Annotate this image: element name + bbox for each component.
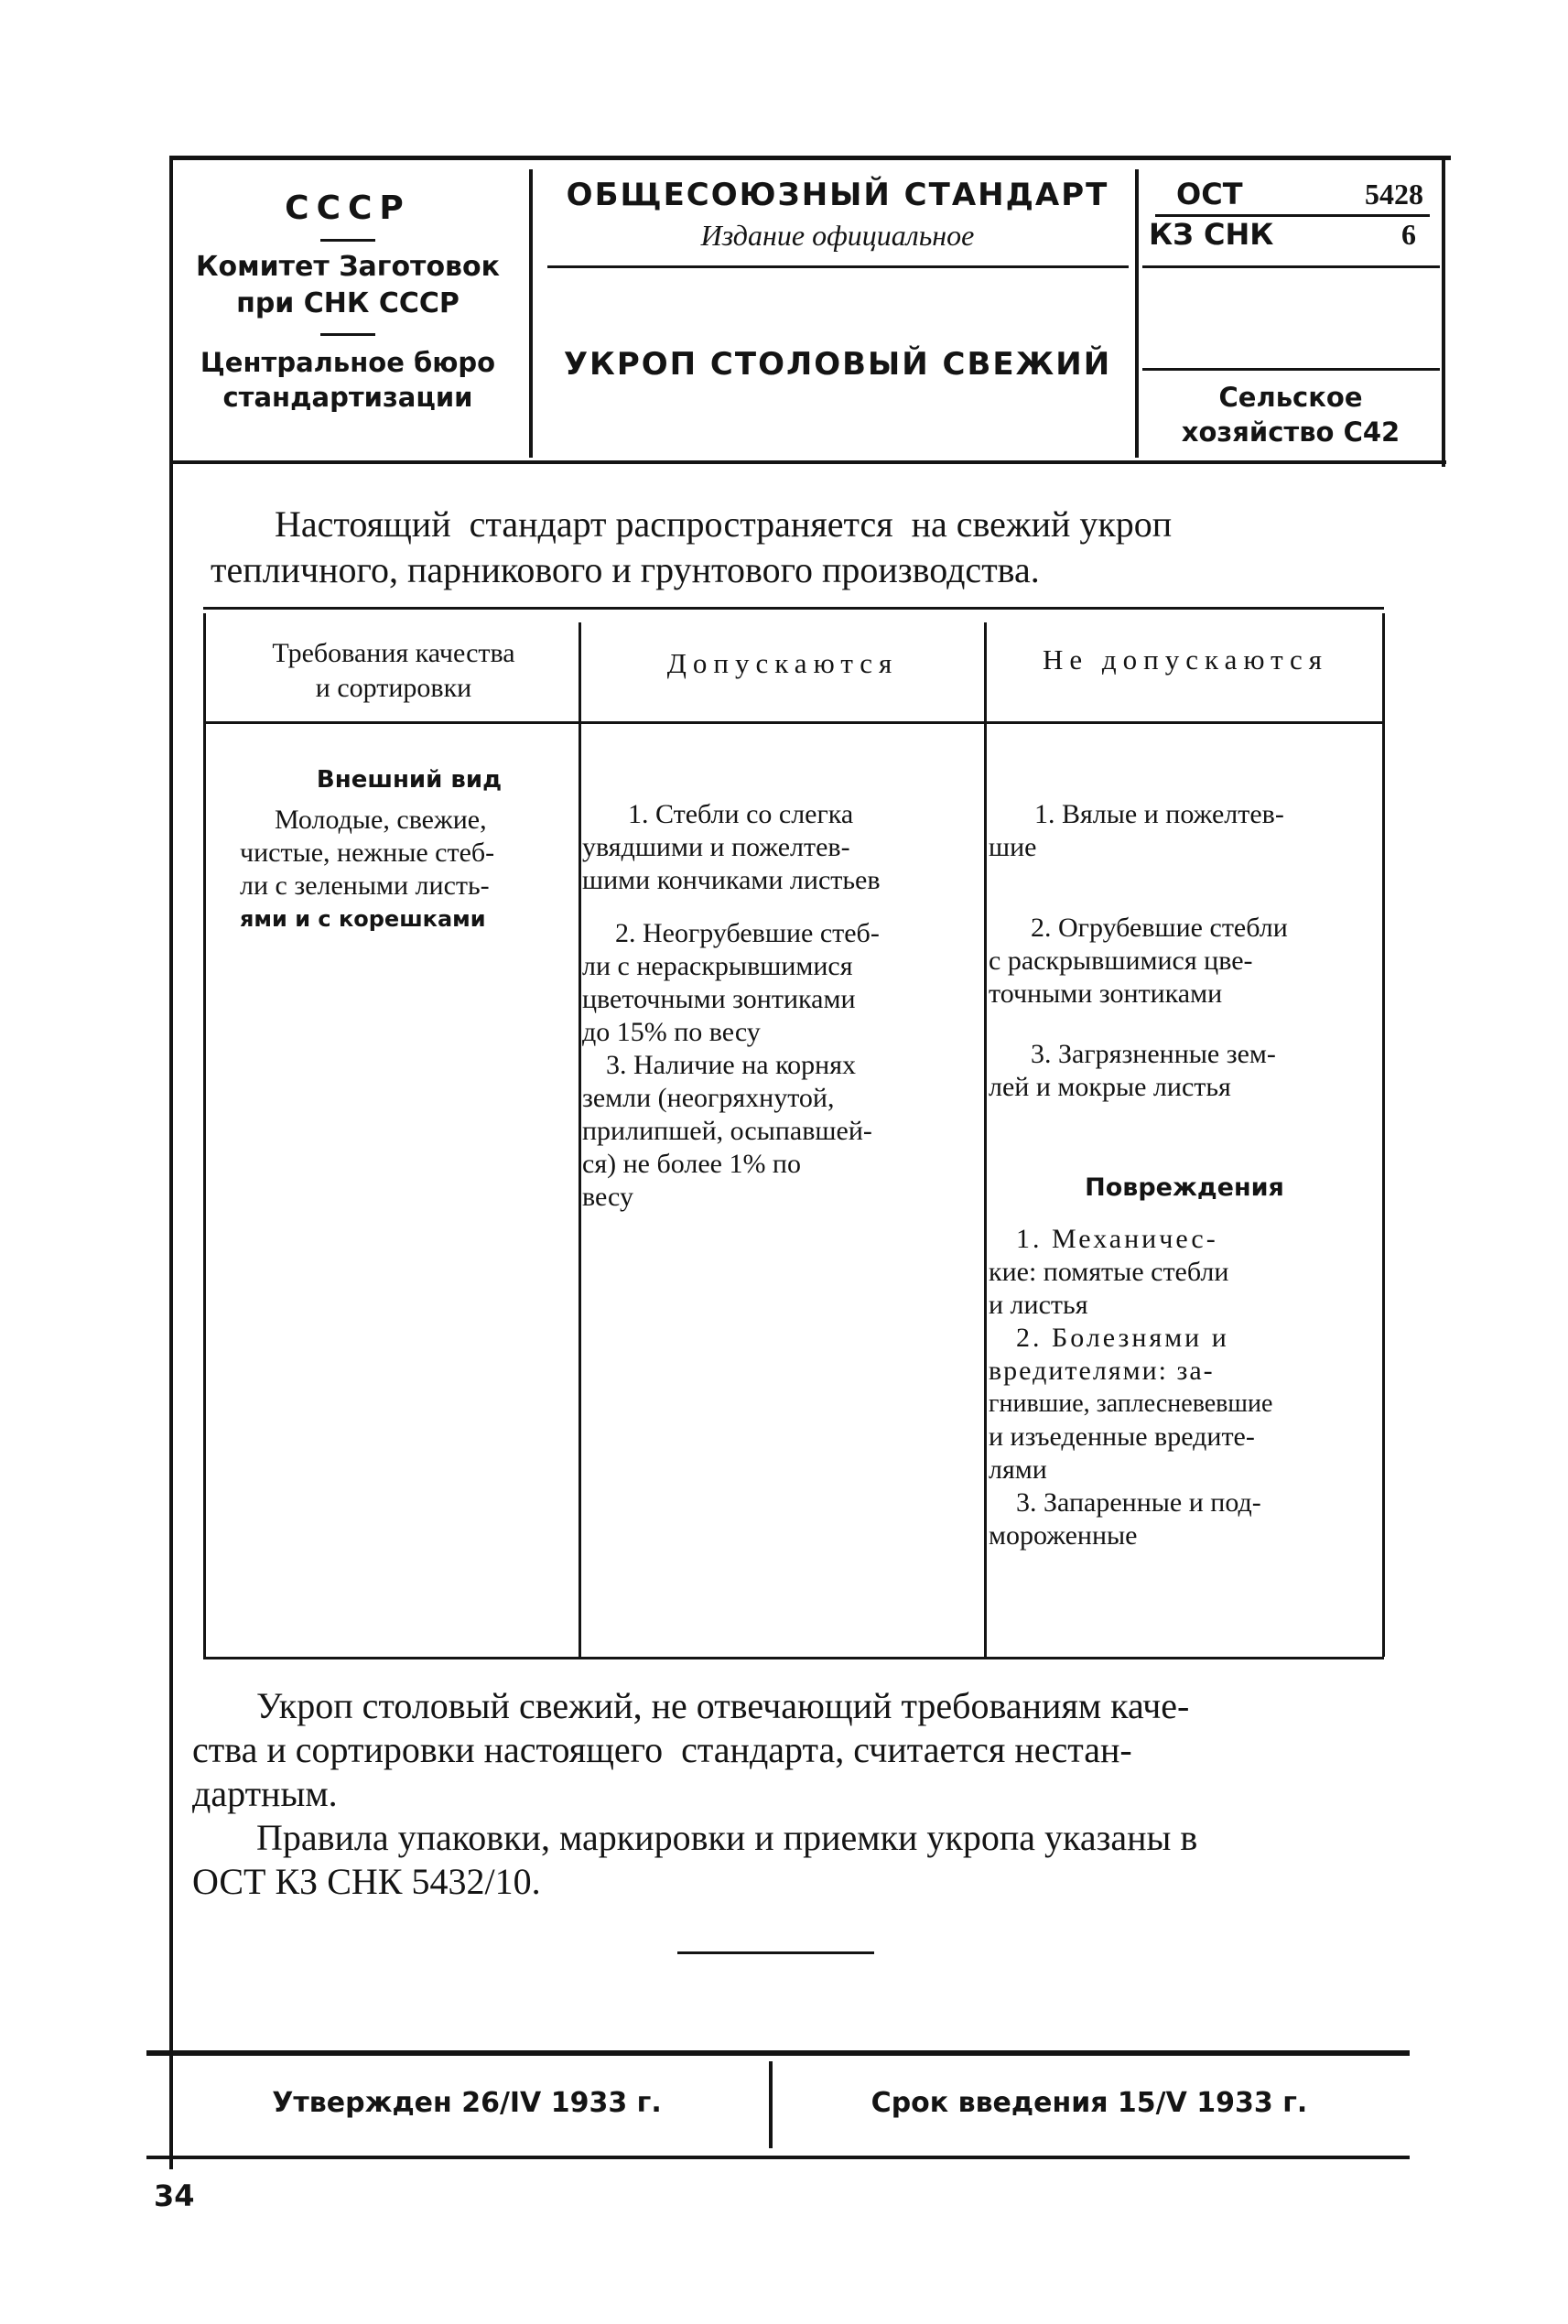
- code-rule-2: [1142, 265, 1440, 268]
- col1-line: ями и с корешками: [240, 906, 486, 932]
- country-label: СССР: [285, 189, 411, 227]
- table-header-rule: [203, 721, 1384, 724]
- conclusion-line3: дартным.: [192, 1773, 338, 1814]
- not-allowed-line: с раскрывшимися цве-: [989, 946, 1253, 976]
- damage-line: и изъеденные вредите-: [989, 1421, 1255, 1452]
- damage-line: гнившие, заплесневевшие: [989, 1389, 1273, 1418]
- standard-type: ОБЩЕСОЮЗНЫЙ СТАНДАРТ: [566, 177, 1109, 213]
- code-rule-3: [1142, 368, 1440, 371]
- appearance-heading: Внешний вид: [316, 766, 503, 794]
- bureau-line1: Центральное бюро: [200, 347, 496, 378]
- conclusion-line1: Укроп столовый свежий, не отвечающий требованиям каче-: [256, 1685, 1190, 1726]
- allowed-line: шими кончиками листьев: [582, 865, 881, 895]
- table-col-rule-2: [984, 622, 987, 1659]
- category-line2: хозяйство С42: [1181, 416, 1400, 448]
- col1-content: [240, 762, 579, 935]
- footer-top-rule: [146, 2050, 1410, 2056]
- code-rule-1: [1155, 214, 1430, 217]
- ost-label: ОСТ: [1176, 177, 1243, 211]
- header-divider-left: [529, 169, 533, 458]
- not-allowed-line: 3. Загрязненные зем-: [1031, 1039, 1276, 1069]
- allowed-line: 2. Неогрубевшие стеб-: [615, 918, 880, 948]
- allowed-line: увядшими и пожелтев-: [582, 832, 850, 862]
- kz-snk-label: КЗ СНК: [1149, 217, 1274, 252]
- allowed-line: до 15% по весу: [582, 1017, 761, 1047]
- allowed-line: цветочными зонтиками: [582, 984, 856, 1014]
- damage-line: 1. Механичес-: [1016, 1224, 1218, 1254]
- damage-item-1: [989, 1223, 1380, 1322]
- header-allowed: Допускаются: [666, 647, 899, 679]
- allowed-item-2: [582, 917, 981, 1049]
- damage-heading: Повреждения: [1085, 1173, 1284, 1202]
- header-quality: [211, 636, 577, 706]
- not-allowed-item-1: [989, 798, 1380, 864]
- header-mid-rule: [547, 265, 1129, 268]
- not-allowed-line: лей и мокрые листья: [989, 1072, 1231, 1102]
- damage-line: 2. Болезнями и: [1016, 1323, 1229, 1353]
- frame-top-rule: [169, 156, 1451, 160]
- frame-right-rule: [1442, 156, 1445, 467]
- allowed-item-1: [582, 798, 981, 897]
- intro-line2: тепличного, парникового и грунтового производства.: [211, 549, 1040, 590]
- product-title: УКРОП СТОЛОВЫЙ СВЕЖИЙ: [563, 346, 1112, 383]
- category-block: [1144, 380, 1437, 449]
- effective-date: Срок введения 15/V 1933 г.: [871, 2087, 1308, 2119]
- damage-line: кие: помятые стебли: [989, 1257, 1229, 1287]
- col1-line: чистые, нежные стеб-: [240, 838, 495, 868]
- not-allowed-line: 2. Огрубевшие стебли: [1031, 913, 1288, 943]
- allowed-line: весу: [582, 1182, 633, 1212]
- damage-line: вредителями: за-: [989, 1356, 1215, 1386]
- not-allowed-line: точными зонтиками: [989, 978, 1223, 1009]
- table-top-rule: [203, 607, 1384, 610]
- rules-line2: ОСТ КЗ СНК 5432/10.: [192, 1861, 541, 1902]
- allowed-line: 3. Наличие на корнях: [606, 1050, 857, 1080]
- damage-line: лями: [989, 1454, 1047, 1485]
- allowed-line: земли (неогряхнутой,: [582, 1083, 835, 1113]
- col1-line: Молодые, свежие,: [275, 805, 487, 835]
- kz-number: 6: [1401, 218, 1416, 251]
- not-allowed-item-2: [989, 912, 1380, 1011]
- header-quality-line1: Требования качества: [272, 638, 515, 668]
- footer-divider: [769, 2061, 773, 2148]
- rules-line1: Правила упаковки, маркировки и приемки укропа указаны в: [256, 1817, 1198, 1858]
- org-block: [183, 188, 513, 415]
- allowed-item-3: [582, 1049, 981, 1214]
- allowed-line: ся) не более 1% по: [582, 1149, 801, 1179]
- intro-paragraph: [211, 502, 1419, 593]
- allowed-line: 1. Стебли со слегка: [628, 799, 854, 829]
- allowed-line: ли с нераскрывшимися: [582, 951, 853, 981]
- not-allowed-item-3: [989, 1038, 1380, 1104]
- not-allowed-line: шие: [989, 832, 1037, 862]
- category-line1: Сельское: [1218, 382, 1363, 413]
- table-col-rule-1: [579, 622, 581, 1659]
- page-number: 34: [154, 2178, 195, 2213]
- footer-bottom-rule: [146, 2156, 1410, 2159]
- edition-label: Издание официальное: [700, 219, 975, 252]
- header-bottom-rule: [169, 460, 1446, 464]
- col1-line: ли с зелеными листь-: [240, 870, 490, 901]
- header-not-allowed: Не допускаются: [1042, 643, 1329, 676]
- org-divider: [320, 333, 375, 336]
- col3-content: [989, 798, 1380, 1552]
- intro-line1: Настоящий стандарт распространяется на свежий укроп: [275, 503, 1173, 545]
- col2-content: [582, 798, 981, 1214]
- damage-line: мороженные: [989, 1520, 1138, 1551]
- damage-item-2: [989, 1322, 1380, 1486]
- committee-line1: Комитет Заготовок: [195, 251, 501, 283]
- frame-left-rule: [169, 156, 173, 2169]
- damage-item-3: [989, 1486, 1380, 1552]
- table-left-rule: [203, 613, 206, 1657]
- end-divider: [677, 1951, 874, 1954]
- allowed-line: прилипшей, осыпавшей-: [582, 1116, 872, 1146]
- header-divider-right: [1135, 169, 1139, 458]
- header-quality-line2: и сортировки: [315, 673, 472, 703]
- ost-number: 5428: [1365, 178, 1423, 211]
- table-bottom-rule: [203, 1657, 1384, 1659]
- damage-line: 3. Запаренные и под-: [1016, 1487, 1261, 1518]
- bureau-line2: стандартизации: [222, 382, 473, 413]
- org-divider: [320, 239, 375, 242]
- not-allowed-line: 1. Вялые и пожелтев-: [1034, 799, 1284, 829]
- committee-line2: при СНК СССР: [236, 287, 460, 319]
- table-right-rule: [1382, 613, 1385, 1657]
- standard-block: [540, 174, 1135, 254]
- conclusion-paragraph: [192, 1684, 1400, 1904]
- conclusion-line2: ства и сортировки настоящего стандарта, считается нестан-: [192, 1729, 1132, 1770]
- approved-date: Утвержден 26/IV 1933 г.: [272, 2087, 662, 2119]
- damage-line: и листья: [989, 1290, 1088, 1320]
